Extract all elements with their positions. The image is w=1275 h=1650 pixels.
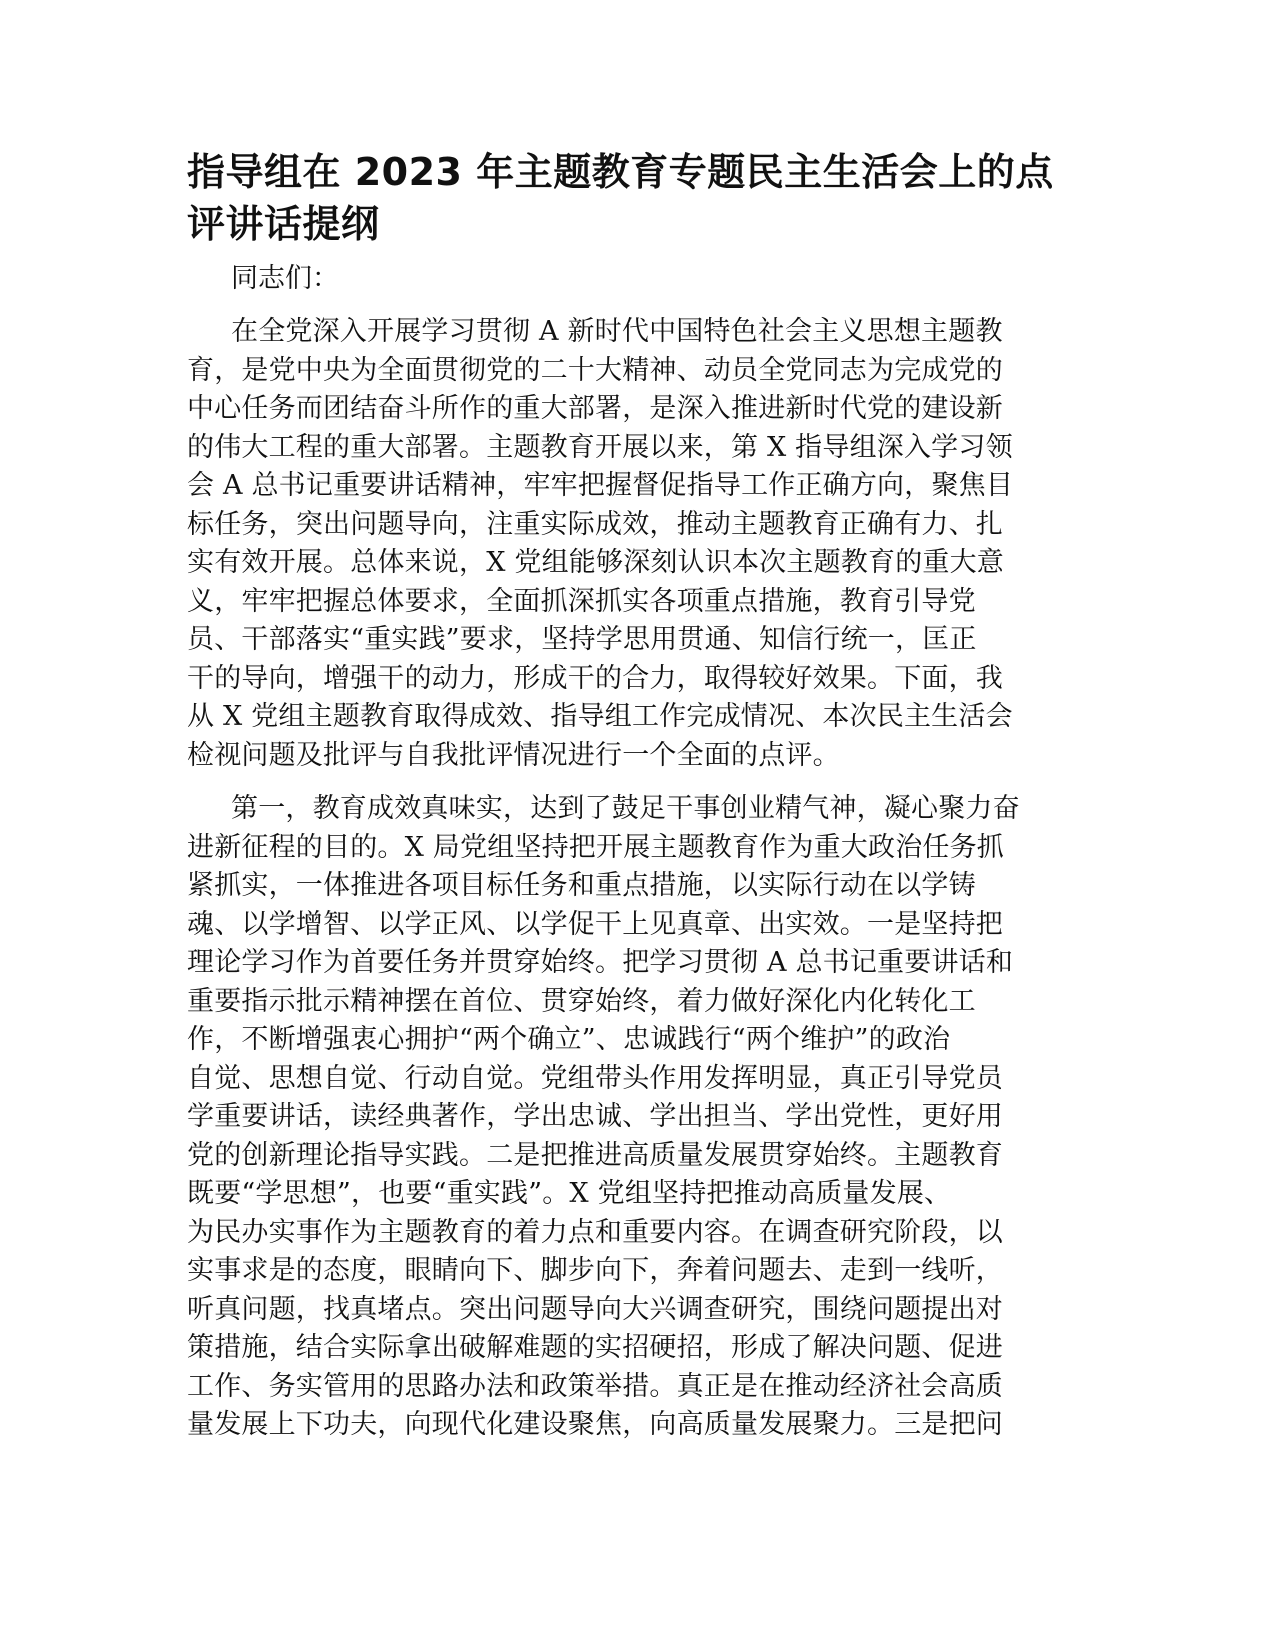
title-line: 评讲话提纲 xyxy=(187,202,380,246)
paragraph-line: 会 A 总书记重要讲话精神，牢牢把握督促指导工作正确方向，聚焦目 xyxy=(187,470,1014,501)
paragraph-line: 策措施，结合实际拿出破解难题的实招硬招，形成了解决问题、促进 xyxy=(187,1332,1003,1363)
paragraph-line: 育，是党中央为全面贯彻党的二十大精神、动员全党同志为完成党的 xyxy=(187,354,1003,386)
paragraph-line: 量发展上下功夫，向现代化建设聚焦，向高质量发展聚力。三是把问 xyxy=(187,1409,1003,1440)
paragraph-first-point xyxy=(187,790,1077,1445)
paragraph-line: 员、干部落实“重实践”要求，坚持学思用贯通、知信行统一，匡正 xyxy=(187,624,977,655)
paragraph-line: 干的导向，增强干的动力，形成干的合力，取得较好效果。下面，我 xyxy=(187,662,1003,694)
paragraph-line: 工作、务实管用的思路办法和政策举措。真正是在推动经济社会高质 xyxy=(187,1370,1003,1402)
paragraph-line: 检视问题及批评与自我批评情况进行一个全面的点评。 xyxy=(187,739,840,771)
paragraph-line: 第一，教育成效真味实，达到了鼓足干事创业精气神，凝心聚力奋 xyxy=(231,793,1020,824)
paragraph-line: 紧抓实，一体推进各项目标任务和重点措施，以实际行动在以学铸 xyxy=(187,870,976,901)
paragraph-line: 听真问题，找真堵点。突出问题导向大兴调查研究，围绕问题提出对 xyxy=(187,1293,1003,1325)
paragraph-line: 从 X 党组主题教育取得成效、指导组工作完成情况、本次民主生活会 xyxy=(187,701,1013,732)
title-line: 指导组在 2023 年主题教育专题民主生活会上的点 xyxy=(187,150,1054,194)
paragraph-line: 进新征程的目的。X 局党组坚持把开展主题教育作为重大政治任务抓 xyxy=(187,831,1005,863)
paragraph-intro xyxy=(187,313,1077,775)
paragraph-line: 自觉、思想自觉、行动自觉。党组带头作用发挥明显，真正引导党员 xyxy=(187,1062,1003,1094)
document-body xyxy=(187,146,1077,1445)
paragraph-line: 在全党深入开展学习贯彻 A 新时代中国特色社会主义思想主题教 xyxy=(231,316,1003,347)
paragraph-line: 标任务，突出问题导向，注重实际成效，推动主题教育正确有力、扎 xyxy=(187,508,1003,540)
paragraph-line: 作，不断增强衷心拥护“两个确立”、忠诚践行“两个维护”的政治 xyxy=(187,1024,951,1055)
paragraph-line: 中心任务而团结奋斗所作的重大部署，是深入推进新时代党的建设新 xyxy=(187,393,1003,424)
paragraph-line: 魂、以学增智、以学正风、以学促干上见真章、出实效。一是坚持把 xyxy=(187,908,1003,940)
salutation: 同志们： xyxy=(231,263,339,294)
paragraph-line: 实事求是的态度，眼睛向下、脚步向下，奔着问题去、走到一线听， xyxy=(187,1255,1003,1286)
paragraph-line: 义，牢牢把握总体要求，全面抓深抓实各项重点措施，教育引导党 xyxy=(187,585,976,617)
paragraph-line: 学重要讲话，读经典著作，学出忠诚、学出担当、学出党性，更好用 xyxy=(187,1101,1003,1132)
paragraph-line: 党的创新理论指导实践。二是把推进高质量发展贯穿始终。主题教育 xyxy=(187,1139,1003,1171)
paragraph-line: 为民办实事作为主题教育的着力点和重要内容。在调查研究阶段，以 xyxy=(187,1216,1003,1248)
document-title xyxy=(187,146,1077,250)
paragraph-line: 的伟大工程的重大部署。主题教育开展以来，第 X 指导组深入学习领 xyxy=(187,431,1013,463)
paragraph-line: 重要指示批示精神摆在首位、贯穿始终，着力做好深化内化转化工 xyxy=(187,985,976,1017)
paragraph-line: 既要“学思想”，也要“重实践”。X 党组坚持把推动高质量发展、 xyxy=(187,1178,952,1209)
paragraph-line: 实有效开展。总体来说，X 党组能够深刻认识本次主题教育的重大意 xyxy=(187,547,1005,578)
paragraph-line: 理论学习作为首要任务并贯穿始终。把学习贯彻 A 总书记重要讲话和 xyxy=(187,947,1014,978)
